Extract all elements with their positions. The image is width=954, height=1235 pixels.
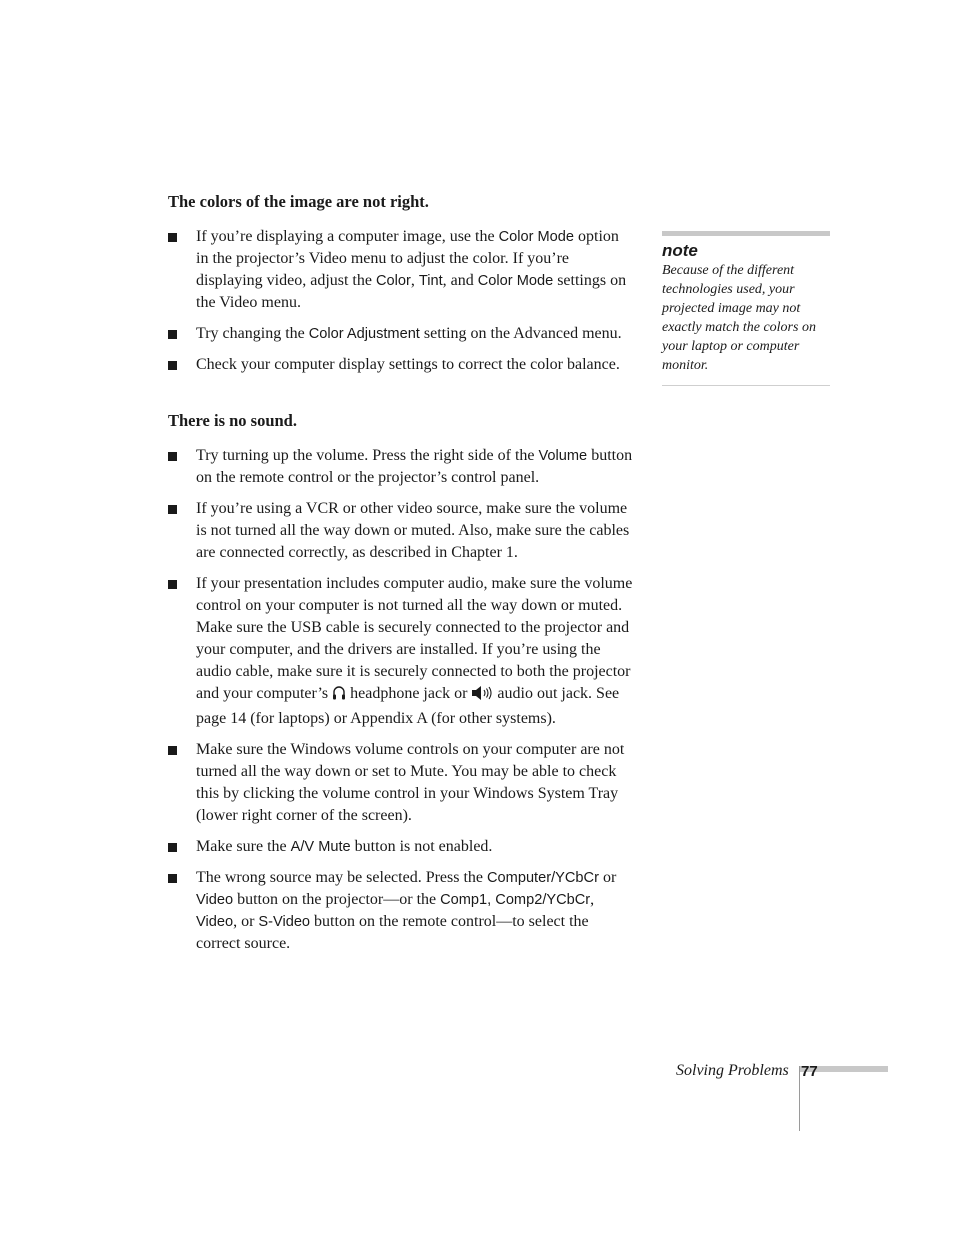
ui-term: Color — [375, 273, 411, 289]
note-sidebar — [662, 231, 830, 386]
ui-term: A/V Mute — [290, 839, 351, 855]
text-run: , — [410, 272, 419, 289]
square-bullet-icon — [168, 580, 177, 589]
ui-term: Computer/YCbCr — [487, 870, 599, 886]
speaker-icon — [471, 685, 493, 708]
text-run: Check your computer display settings to correct the color balance. — [196, 356, 620, 373]
ui-term: Comp1, Comp2/YCbCr — [440, 892, 591, 908]
list-item — [168, 867, 634, 955]
text-run: The wrong source may be selected. Press the — [196, 869, 488, 886]
footer-divider — [799, 1066, 800, 1131]
square-bullet-icon — [168, 361, 177, 370]
square-bullet-icon — [168, 452, 177, 461]
square-bullet-icon — [168, 505, 177, 514]
ui-term: Volume — [538, 448, 588, 464]
square-bullet-icon — [168, 843, 177, 852]
ui-term: Color Mode — [498, 229, 575, 245]
text-run: button is not enabled. — [350, 838, 493, 855]
ui-term: Video — [196, 914, 234, 930]
text-run: setting on the Advanced menu. — [419, 325, 622, 342]
section-spacer — [168, 385, 634, 409]
text-run: button on the projector—or the — [233, 891, 441, 908]
main-content — [168, 190, 634, 964]
headphone-icon — [332, 685, 346, 708]
bullet-list — [168, 226, 634, 376]
square-bullet-icon — [168, 874, 177, 883]
ui-term: Color Adjustment — [308, 326, 420, 342]
square-bullet-icon — [168, 746, 177, 755]
section-heading: There is no sound. — [168, 411, 297, 430]
list-item — [168, 354, 634, 376]
list-item — [168, 445, 634, 489]
ui-term: Tint — [418, 273, 443, 289]
list-item — [168, 498, 634, 564]
text-run: , — [590, 891, 595, 908]
page-number: 77 — [801, 1063, 818, 1080]
text-run: headphone jack or — [346, 685, 472, 702]
ui-term: Video — [196, 892, 234, 908]
note-title: note — [662, 241, 698, 260]
text-run: , and — [442, 272, 478, 289]
list-item — [168, 836, 634, 858]
text-run: or — [598, 869, 617, 886]
footer-chapter-title: Solving Problems — [676, 1062, 789, 1079]
text-run: button on the remote control—to select the correct source. — [196, 913, 589, 952]
section-heading: The colors of the image are not right. — [168, 192, 429, 211]
text-run: Make sure the Windows volume controls on your computer are not turned all the way down or set to Mute. You may be able to check this by clicking the volume control in your Windows System Tray (lower right corner of the screen). — [196, 741, 625, 824]
square-bullet-icon — [168, 330, 177, 339]
text-run: If you’re using a VCR or other video source, make sure the volume is not turned all the way down or muted. Also, make sure the cables are connected correctly, as described in Chapter 1. — [196, 500, 630, 561]
ui-term: Color Mode — [477, 273, 554, 289]
square-bullet-icon — [168, 233, 177, 242]
text-run: option in the projector’s Video menu to adjust the color. If you’re displaying video, adjust the — [196, 228, 619, 289]
bullet-list — [168, 445, 634, 955]
text-run: Make sure the — [196, 838, 291, 855]
text-run: audio out jack. See page 14 (for laptops) or Appendix A (for other systems). — [196, 685, 620, 727]
text-run: , or — [233, 913, 259, 930]
text-run: settings on the Video menu. — [196, 272, 627, 311]
list-item — [168, 323, 634, 345]
text-run: button on the remote control or the projector’s control panel. — [196, 447, 633, 486]
ui-term: S-Video — [258, 914, 311, 930]
note-body: Because of the different technologies used, your projected image may not exactly match the colors on your laptop or computer monitor. — [662, 261, 830, 386]
text-run: Try turning up the volume. Press the right side of the — [196, 447, 539, 464]
text-run: If you’re displaying a computer image, use the — [196, 228, 499, 245]
text-run: Try changing the — [196, 325, 309, 342]
list-item — [168, 573, 634, 730]
list-item — [168, 226, 634, 314]
list-item — [168, 739, 634, 827]
text-run: If your presentation includes computer audio, make sure the volume control on your computer is not turned all the way down or muted. Make sure the USB cable is securely connected to the projector and your computer, and the drivers are installed. If you’re using the audio cable, make sure it is securely connected to both the projector and your computer’s — [196, 575, 633, 702]
